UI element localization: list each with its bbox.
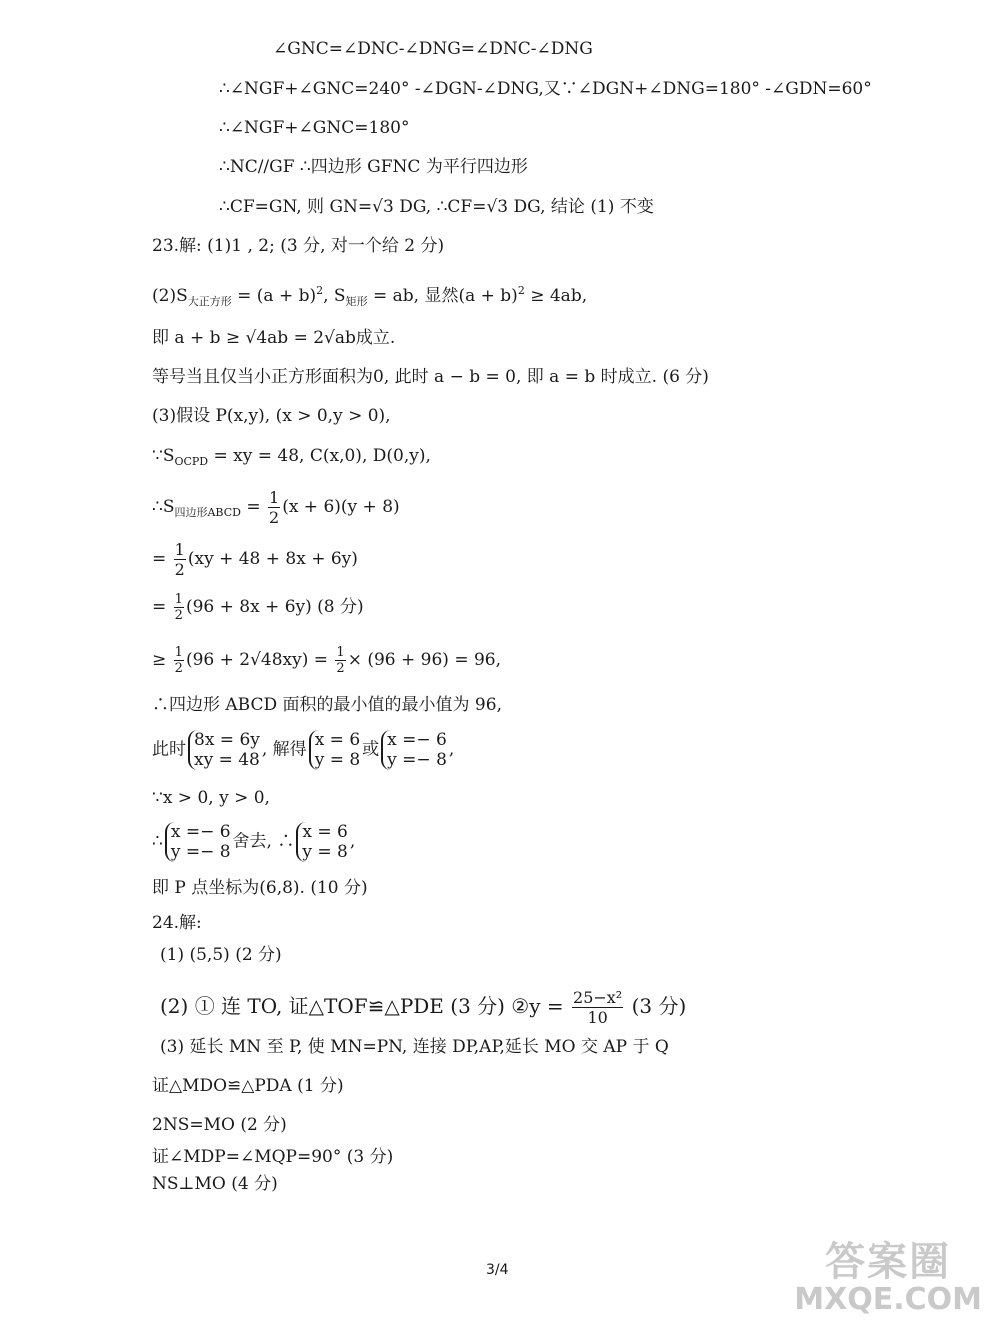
q23-positive-condition: ∵x > 0, y > 0,	[152, 788, 270, 808]
q24-ns-mo: 2NS=MO (2 分)	[152, 1115, 287, 1135]
equation-system: 8x = 6y xy = 48	[188, 730, 260, 770]
equation-system: x =− 6 y =− 8	[381, 730, 447, 770]
q23-min-value: ∴四边形 ABCD 面积的最小值的最小值为 96,	[152, 695, 502, 715]
q24-title: 24.解:	[152, 913, 202, 933]
q23-area-abcd: $\therefore S_{四边形ABCD}$ = $\frac{1}{2}$ (x + 6)(y + 8)	[152, 488, 400, 527]
watermark-url: MXQE.COM	[794, 1282, 982, 1317]
equation-system: x = 6 y = 8	[309, 730, 360, 770]
q24-congruent: 证△MDO≌△PDA (1 分)	[152, 1076, 344, 1096]
q23-expand: = $\frac{1}{2}$ (xy + 48 + 8x + 6y)	[152, 540, 358, 579]
q24-part1: (1) (5,5) (2 分)	[160, 945, 282, 965]
q24-right-angle: 证∠MDP=∠MQP=90° (3 分)	[152, 1147, 394, 1167]
watermark	[794, 1240, 982, 1316]
q24-part2: (2) ① 连 TO, 证△TOF≌△PDE (3 分) ②y = $\frac{\text{25−x²}}{10}$ (3 分)	[160, 988, 687, 1027]
q23-part3-assume: (3)假设 P(x,y), (x > 0,y > 0),	[152, 406, 391, 426]
line-angle-sum-240: ∴∠NGF+∠GNC=240° -∠DGN-∠DNG,又∵∠DGN+∠DNG=180° -∠GDN=60°	[219, 79, 872, 99]
equation-system: x =− 6 y =− 8	[165, 822, 231, 862]
q24-perpendicular: NS⊥MO (4 分)	[152, 1174, 278, 1194]
line-cf-gn: ∴CF=GN, 则 GN=√3 DG, ∴CF=√3 DG, 结论 (1) 不变	[219, 197, 654, 217]
q23-simplify: = $\frac{1}{2}$ (96 + 8x + 6y) (8 分)	[152, 592, 364, 623]
fraction-half: $\frac{1}{2}$	[269, 488, 280, 527]
fraction-half: $\frac{1}{2}$	[174, 592, 183, 623]
equation-system: x = 6 y = 8	[296, 822, 347, 862]
q23-inequality: 即 a + b ≥ √4ab = 2√ab成立.	[152, 328, 396, 348]
fraction-half: $\frac{1}{2}$	[336, 645, 345, 676]
q23-area-ocpd: $\because S_{OCPD}$ = xy = 48, C(x,0), D(0,y),	[152, 446, 431, 468]
q23-equality-condition: 等号当且仅当小正方形面积为0, 此时 a − b = 0, 即 a = b 时成立. (6 分)	[152, 367, 709, 387]
page-number: 3/4	[486, 1262, 509, 1278]
line-angle-sum-180: ∴∠NGF+∠GNC=180°	[219, 118, 410, 138]
fraction-half: $\frac{1}{2}$	[174, 645, 183, 676]
q23-answer-point: 即 P 点坐标为(6,8). (10 分)	[152, 878, 368, 898]
line-parallelogram: ∴NC//GF ∴四边形 GFNC 为平行四边形	[219, 157, 528, 177]
fraction-y: $\frac{\text{25−x²}}{10}$	[573, 988, 623, 1027]
line-gnc: ∠GNC=∠DNC-∠DNG=∠DNC-∠DNG	[273, 39, 593, 59]
q24-part3: (3) 延长 MN 至 P, 使 MN=PN, 连接 DP,AP,延长 MO 交 AP 于 Q	[160, 1037, 669, 1057]
q23-system-solve: 此时 8x = 6y xy = 48 , 解得 x = 6 y = 8 或 x =− 6 y =− 8 ,	[152, 730, 455, 770]
watermark-logo: 答案圈	[825, 1239, 952, 1285]
q23-part1: 23.解: (1)1 , 2; (3 分, 对一个给 2 分)	[152, 236, 445, 256]
q23-discard: ∴ x =− 6 y =− 8 舍去, ∴ x = 6 y = 8 ,	[152, 822, 356, 862]
q23-part2-areas: $(2)S_{大正方形} = (a + b)^2$, $S_{矩形}$ = ab, 显然$(a + b)^2 \ge 4ab$,	[152, 284, 588, 308]
q23-am-gm: ≥ $\frac{1}{2}$ (96 + 2√48xy) = $\frac{1}{2}$ × (96 + 96) = 96,	[152, 645, 502, 676]
fraction-half: $\frac{1}{2}$	[174, 540, 185, 579]
